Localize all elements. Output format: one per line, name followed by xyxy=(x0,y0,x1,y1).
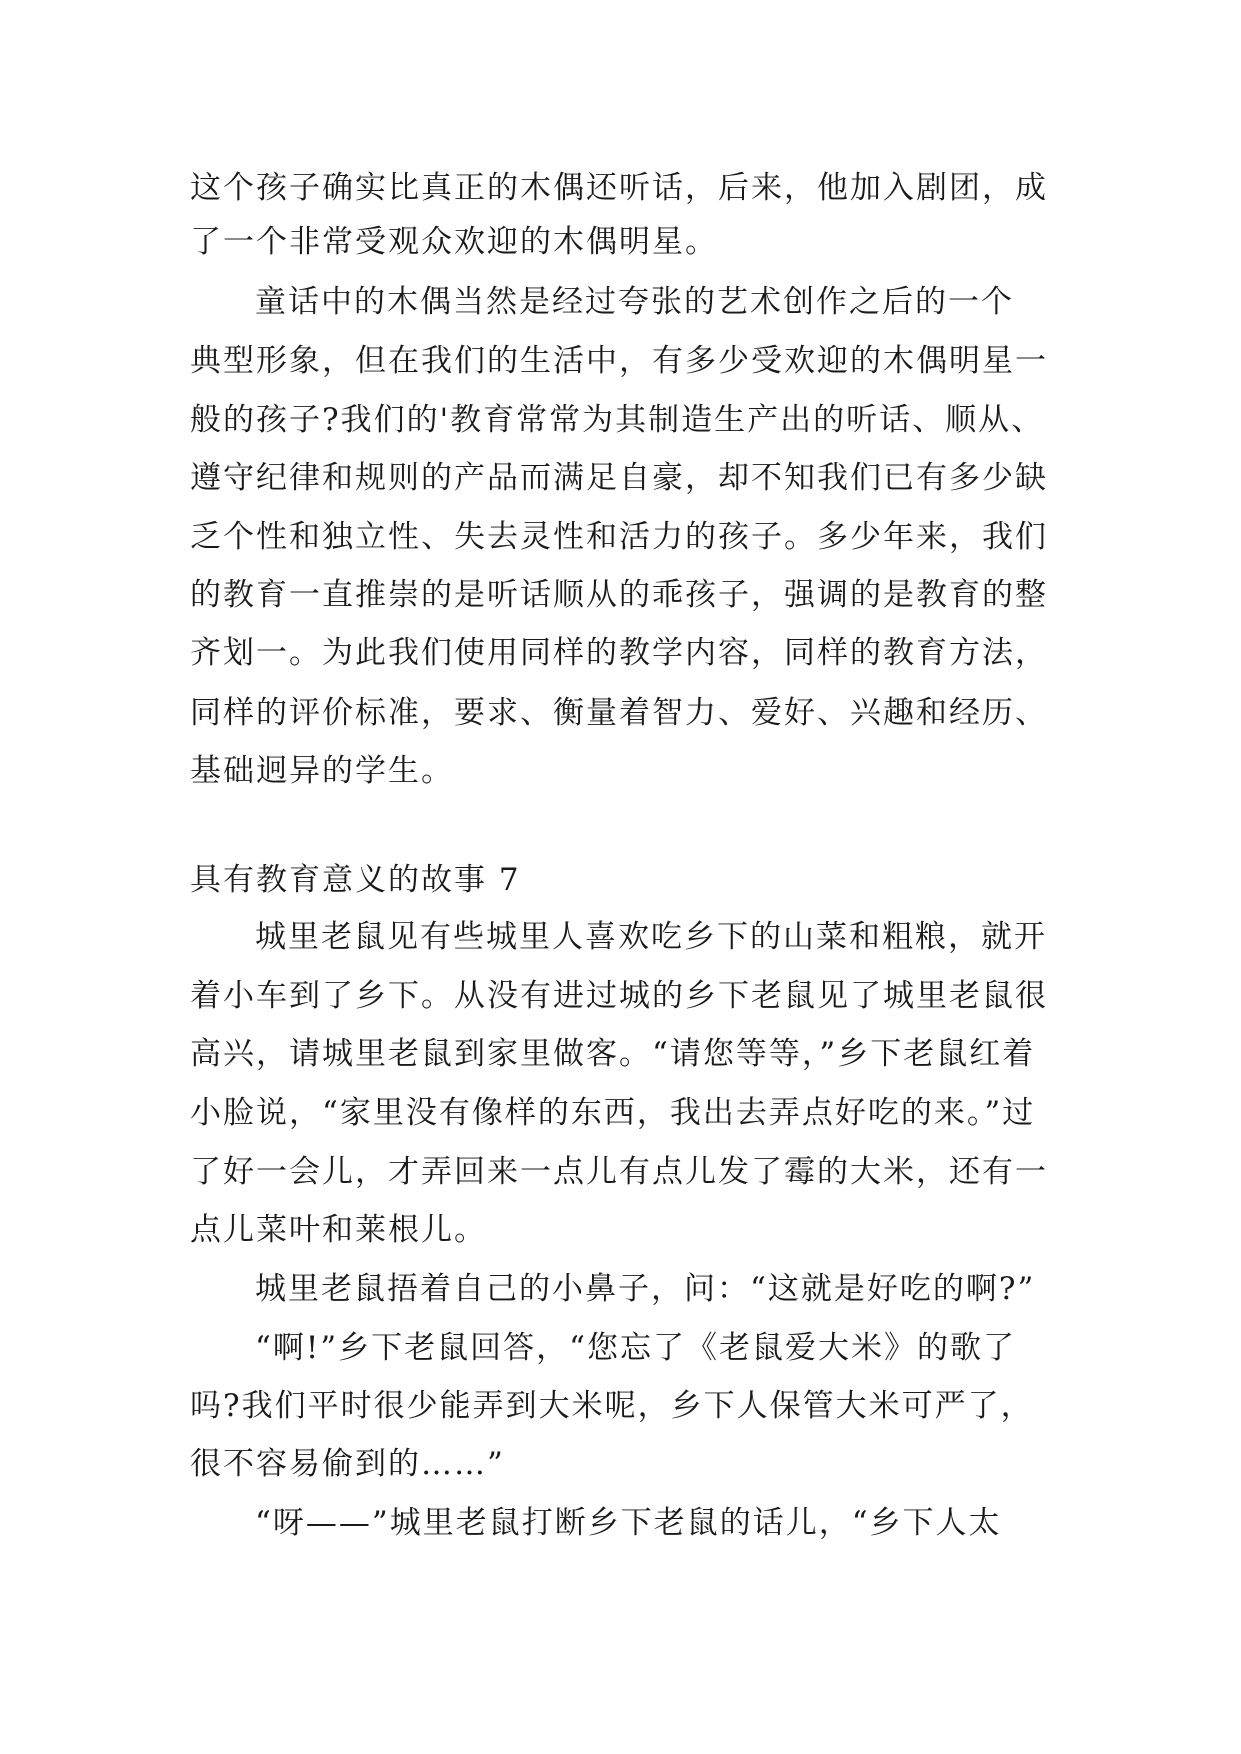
paragraph-line: 点儿菜叶和莱根儿。 xyxy=(190,1212,487,1248)
paragraph-line: 城里老鼠见有些城里人喜欢吃乡下的山菜和粗粮，就开 xyxy=(255,919,1047,955)
paragraph-line: 乏个性和独立性、失去灵性和活力的孩子。多少年来，我们 xyxy=(190,519,1048,555)
paragraph-line: 高兴，请城里老鼠到家里做客。“请您等等，”乡下老鼠红着 xyxy=(190,1036,1036,1072)
paragraph-line: 典型形象，但在我们的生活中，有多少受欢迎的木偶明星一 xyxy=(190,343,1048,379)
paragraph-line: 了一个非常受观众欢迎的木偶明星。 xyxy=(190,224,718,260)
paragraph-line: 童话中的木偶当然是经过夸张的艺术创作之后的一个 xyxy=(255,284,1014,320)
paragraph-line: “啊!”乡下老鼠回答，“您忘了《老鼠爱大米》的歌了 xyxy=(255,1330,1016,1366)
paragraph-line: 小脸说，“家里没有像样的东西，我出去弄点好吃的来。”过 xyxy=(190,1095,1036,1131)
paragraph-line: 基础迥异的学生。 xyxy=(190,753,454,789)
paragraph-line: 同样的评价标准，要求、衡量着智力、爱好、兴趣和经历、 xyxy=(190,695,1048,731)
paragraph-line: 吗?我们平时很少能弄到大米呢，乡下人保管大米可严了， xyxy=(190,1388,1034,1424)
paragraph-line: 了好一会儿，才弄回来一点儿有点儿发了霉的大米，还有一 xyxy=(190,1154,1048,1190)
paragraph-line: “呀——”城里老鼠打断乡下老鼠的话儿，“乡下人太 xyxy=(255,1505,1002,1541)
paragraph-line: 般的孩子?我们的'教育常常为其制造生产出的听话、顺从、 xyxy=(190,402,1045,438)
section-heading: 具有教育意义的故事 7 xyxy=(190,862,521,898)
paragraph-line: 遵守纪律和规则的产品而满足自豪，却不知我们已有多少缺 xyxy=(190,460,1048,496)
paragraph-line: 很不容易偷到的……” xyxy=(190,1446,505,1482)
paragraph-line: 齐划一。为此我们使用同样的教学内容，同样的教育方法， xyxy=(190,635,1048,671)
paragraph-line: 这个孩子确实比真正的木偶还听话，后来，他加入剧团，成 xyxy=(190,170,1048,206)
paragraph-line: 城里老鼠捂着自己的小鼻子，问：“这就是好吃的啊?” xyxy=(255,1271,1036,1307)
paragraph-line: 的教育一直推崇的是听话顺从的乖孩子，强调的是教育的整 xyxy=(190,577,1048,613)
paragraph-line: 着小车到了乡下。从没有进过城的乡下老鼠见了城里老鼠很 xyxy=(190,978,1048,1014)
